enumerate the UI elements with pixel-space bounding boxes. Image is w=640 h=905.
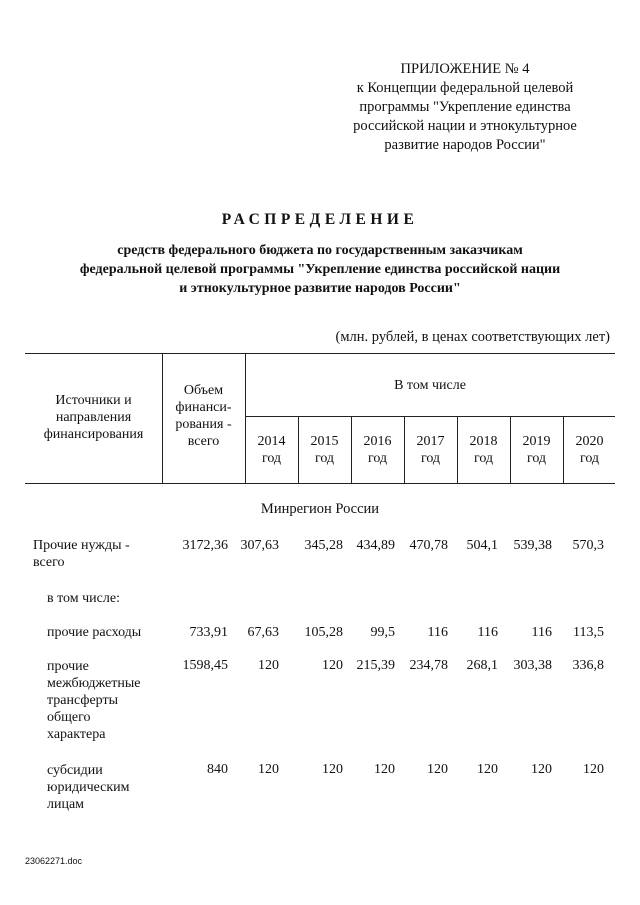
row-label-text: общего xyxy=(47,710,91,725)
row-label-interbudget-transfers xyxy=(47,658,141,743)
cell-2016: 434,89 xyxy=(356,538,395,553)
year-label: 2016 xyxy=(363,434,392,449)
header-text: финанси- xyxy=(175,400,232,415)
row-label-text: лицам xyxy=(47,797,85,812)
file-name-footer: 23062271.doc xyxy=(25,856,83,866)
appendix-line: развитие народов России" xyxy=(384,137,546,153)
cell-total: 840 xyxy=(207,762,228,777)
row-label-text: прочие xyxy=(47,659,89,674)
header-text: всего xyxy=(187,434,220,449)
cell-2015: 120 xyxy=(322,762,343,777)
year-unit: год xyxy=(526,451,547,466)
header-including: В том числе xyxy=(394,378,466,393)
cell-2015: 105,28 xyxy=(304,625,343,640)
appendix-line: к Концепции федеральной целевой xyxy=(356,80,574,96)
cell-2016: 215,39 xyxy=(356,658,395,673)
header-total xyxy=(162,382,245,450)
row-label-text: трансферты xyxy=(47,693,119,708)
cell-2017: 120 xyxy=(427,762,448,777)
cell-2016: 99,5 xyxy=(370,625,395,640)
cell-2015: 345,28 xyxy=(304,538,343,553)
years-group-rule xyxy=(245,416,615,417)
row-label-text: Прочие нужды - xyxy=(33,538,130,553)
year-header-2019 xyxy=(510,433,563,467)
year-label: 2018 xyxy=(469,434,498,449)
header-source xyxy=(25,392,162,443)
row-label-text: характера xyxy=(47,727,106,742)
table-top-rule xyxy=(25,353,615,354)
header-text: рования - xyxy=(175,417,232,432)
cell-2019: 120 xyxy=(531,762,552,777)
year-unit: год xyxy=(367,451,388,466)
agency-title: Минрегион России xyxy=(260,501,380,517)
year-label: 2014 xyxy=(257,434,286,449)
cell-2018: 504,1 xyxy=(466,538,498,553)
header-text: направления xyxy=(55,410,132,425)
year-unit: год xyxy=(473,451,494,466)
row-label-text: юридическим xyxy=(47,780,130,795)
cell-2020: 336,8 xyxy=(572,658,604,673)
row-label-text: всего xyxy=(33,555,65,570)
appendix-line: российской нации и этнокультурное xyxy=(353,118,577,134)
year-label: 2019 xyxy=(522,434,551,449)
cell-2014: 120 xyxy=(258,762,279,777)
cell-2018: 268,1 xyxy=(466,658,498,673)
cell-2017: 116 xyxy=(427,625,448,640)
cell-2019: 539,38 xyxy=(513,538,552,553)
units-note: (млн. рублей, в ценах соответствующих лет) xyxy=(335,329,610,345)
cell-2014: 307,63 xyxy=(240,538,279,553)
appendix-line: ПРИЛОЖЕНИЕ № 4 xyxy=(400,61,530,77)
cell-2017: 234,78 xyxy=(409,658,448,673)
year-unit: год xyxy=(579,451,600,466)
year-header-2014 xyxy=(245,433,298,467)
header-text: финансирования xyxy=(43,427,144,442)
subtitle-line: и этнокультурное развитие народов России" xyxy=(179,281,461,296)
row-label-text: прочие расходы xyxy=(47,625,142,640)
year-unit: год xyxy=(261,451,282,466)
appendix-line: программы "Укрепление единства xyxy=(359,99,571,115)
document-title: РАСПРЕДЕЛЕНИЕ xyxy=(221,211,419,228)
table-header-bottom-rule xyxy=(25,483,615,484)
subtitle-line: средств федерального бюджета по государственным заказчикам xyxy=(117,243,523,258)
row-label-other-expenses xyxy=(47,624,141,641)
cell-total: 3172,36 xyxy=(182,538,228,553)
year-label: 2017 xyxy=(416,434,445,449)
row-label-text: в том числе: xyxy=(47,591,120,606)
cell-2017: 470,78 xyxy=(409,538,448,553)
row-label-subsidies xyxy=(47,762,130,813)
year-unit: год xyxy=(420,451,441,466)
year-label: 2015 xyxy=(310,434,339,449)
row-label-other-needs-total xyxy=(33,537,130,571)
year-header-2015 xyxy=(298,433,351,467)
cell-2020: 570,3 xyxy=(572,538,604,553)
cell-2014: 67,63 xyxy=(247,625,279,640)
cell-2018: 116 xyxy=(477,625,498,640)
appendix-header xyxy=(330,60,600,155)
year-header-2018 xyxy=(457,433,510,467)
header-text: Объем xyxy=(183,383,224,398)
year-label: 2020 xyxy=(575,434,604,449)
year-unit: год xyxy=(314,451,335,466)
document-subtitle xyxy=(40,241,600,298)
cell-2016: 120 xyxy=(374,762,395,777)
cell-2020: 113,5 xyxy=(573,625,604,640)
cell-2019: 303,38 xyxy=(513,658,552,673)
cell-total: 1598,45 xyxy=(182,658,228,673)
cell-2015: 120 xyxy=(322,658,343,673)
row-label-text: субсидии xyxy=(47,763,103,778)
row-label-text: межбюджетные xyxy=(47,676,141,691)
subtitle-line: федеральной целевой программы "Укрепление единства российской нации xyxy=(79,262,561,277)
header-text: Источники и xyxy=(55,393,132,408)
cell-2020: 120 xyxy=(583,762,604,777)
year-header-2020 xyxy=(563,433,616,467)
row-label-including xyxy=(47,590,120,607)
year-header-2017 xyxy=(404,433,457,467)
cell-2014: 120 xyxy=(258,658,279,673)
cell-2018: 120 xyxy=(477,762,498,777)
cell-total: 733,91 xyxy=(189,625,228,640)
year-header-2016 xyxy=(351,433,404,467)
cell-2019: 116 xyxy=(531,625,552,640)
